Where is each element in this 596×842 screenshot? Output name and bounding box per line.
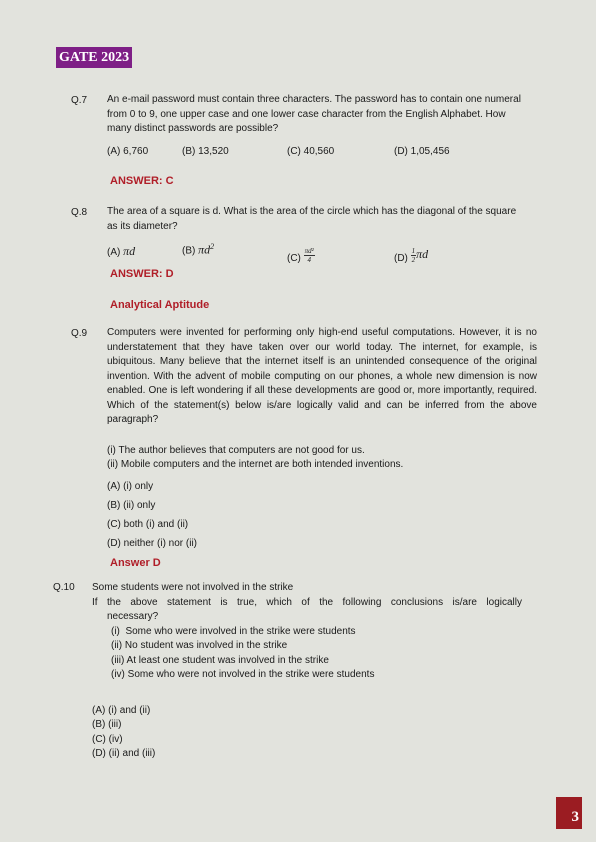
answer-label: Answer D (110, 557, 161, 569)
option-d (394, 243, 428, 264)
question-text: The area of a square is d. What is the area of the circle which has the diagonal of the square as its diameter? (107, 206, 517, 232)
question-number: Q.9 (71, 328, 88, 339)
option-b (182, 242, 214, 257)
exam-badge: GATE 2023 (56, 47, 132, 68)
option-a: (A) (i) and (ii) (92, 705, 151, 716)
option-c: (C) (iv) (92, 734, 123, 745)
option-label: (B) (182, 245, 196, 257)
option-d: (D) (ii) and (iii) (92, 748, 156, 759)
question-line: necessary? (107, 611, 159, 622)
conclusion-1: (i) Some who were involved in the strike were students (111, 626, 356, 637)
option-b: (B) (iii) (92, 719, 122, 730)
numerator: 1 (411, 247, 416, 255)
option-b: (B) (ii) only (107, 500, 156, 511)
question-text: An e-mail password must contain three characters. The password has to contain one numeral from 0 to 9, one upper case and one lower case character from the English Alphabet. How many distinct passwords are possible? (107, 94, 521, 134)
exponent: 2 (210, 242, 215, 251)
math-expression: πd (123, 244, 136, 258)
option-c: (C) 40,560 (287, 146, 335, 157)
statement-2: (ii) Mobile computers and the internet are both intended inventions. (107, 459, 404, 470)
option-label: (C) (287, 253, 301, 264)
option-a (107, 244, 135, 259)
option-d: (D) neither (i) nor (ii) (107, 538, 198, 549)
question-line: Some students were not involved in the strike (92, 582, 294, 593)
conclusion-2: (ii) No student was involved in the strike (111, 640, 288, 651)
option-label: (D) (394, 253, 408, 264)
section-heading: Analytical Aptitude (110, 299, 210, 311)
option-c (287, 243, 315, 264)
option-b: (B) 13,520 (182, 146, 229, 157)
answer-label: ANSWER: C (110, 175, 174, 187)
option-label: (A) (107, 247, 121, 258)
statement-1: (i) The author believes that computers are not good for us. (107, 445, 365, 456)
denominator: 2 (411, 256, 416, 264)
option-a: (A) (i) only (107, 481, 154, 492)
math-expression: πd (198, 242, 211, 257)
question-number: Q.8 (71, 207, 88, 218)
answer-label: ANSWER: D (110, 268, 174, 280)
numerator: πd² (304, 247, 314, 255)
fraction (304, 247, 315, 264)
denominator: 4 (307, 256, 311, 264)
option-a: (A) 6,760 (107, 146, 149, 157)
question-line: If the above statement is true, which of the following conclusions is/are logically (92, 597, 522, 608)
conclusion-4: (iv) Some who were not involved in the strike were students (111, 669, 375, 680)
option-d: (D) 1,05,456 (394, 146, 450, 157)
option-c: (C) both (i) and (ii) (107, 519, 189, 530)
page-number: 3 (556, 797, 582, 829)
question-number: Q.10 (53, 582, 75, 593)
question-number: Q.7 (71, 95, 88, 106)
question-text: Computers were invented for performing only high-end useful computations. However, it is no understatement that they have taken over our world today. The internet, for example, is ubiquitous. Many believe that the internet itself is an unintended consequence of the original invention. With the advent of mobile computing on our phones, a whole new dimension is now enabled. One is left wondering if all these developments are good or, more importantly, required. Which of the statement(s) below is/are logically valid and can be inferred from the above paragraph? (107, 327, 537, 425)
math-expression: πd (416, 247, 429, 262)
conclusion-3: (iii) At least one student was involved in the strike (111, 655, 329, 666)
